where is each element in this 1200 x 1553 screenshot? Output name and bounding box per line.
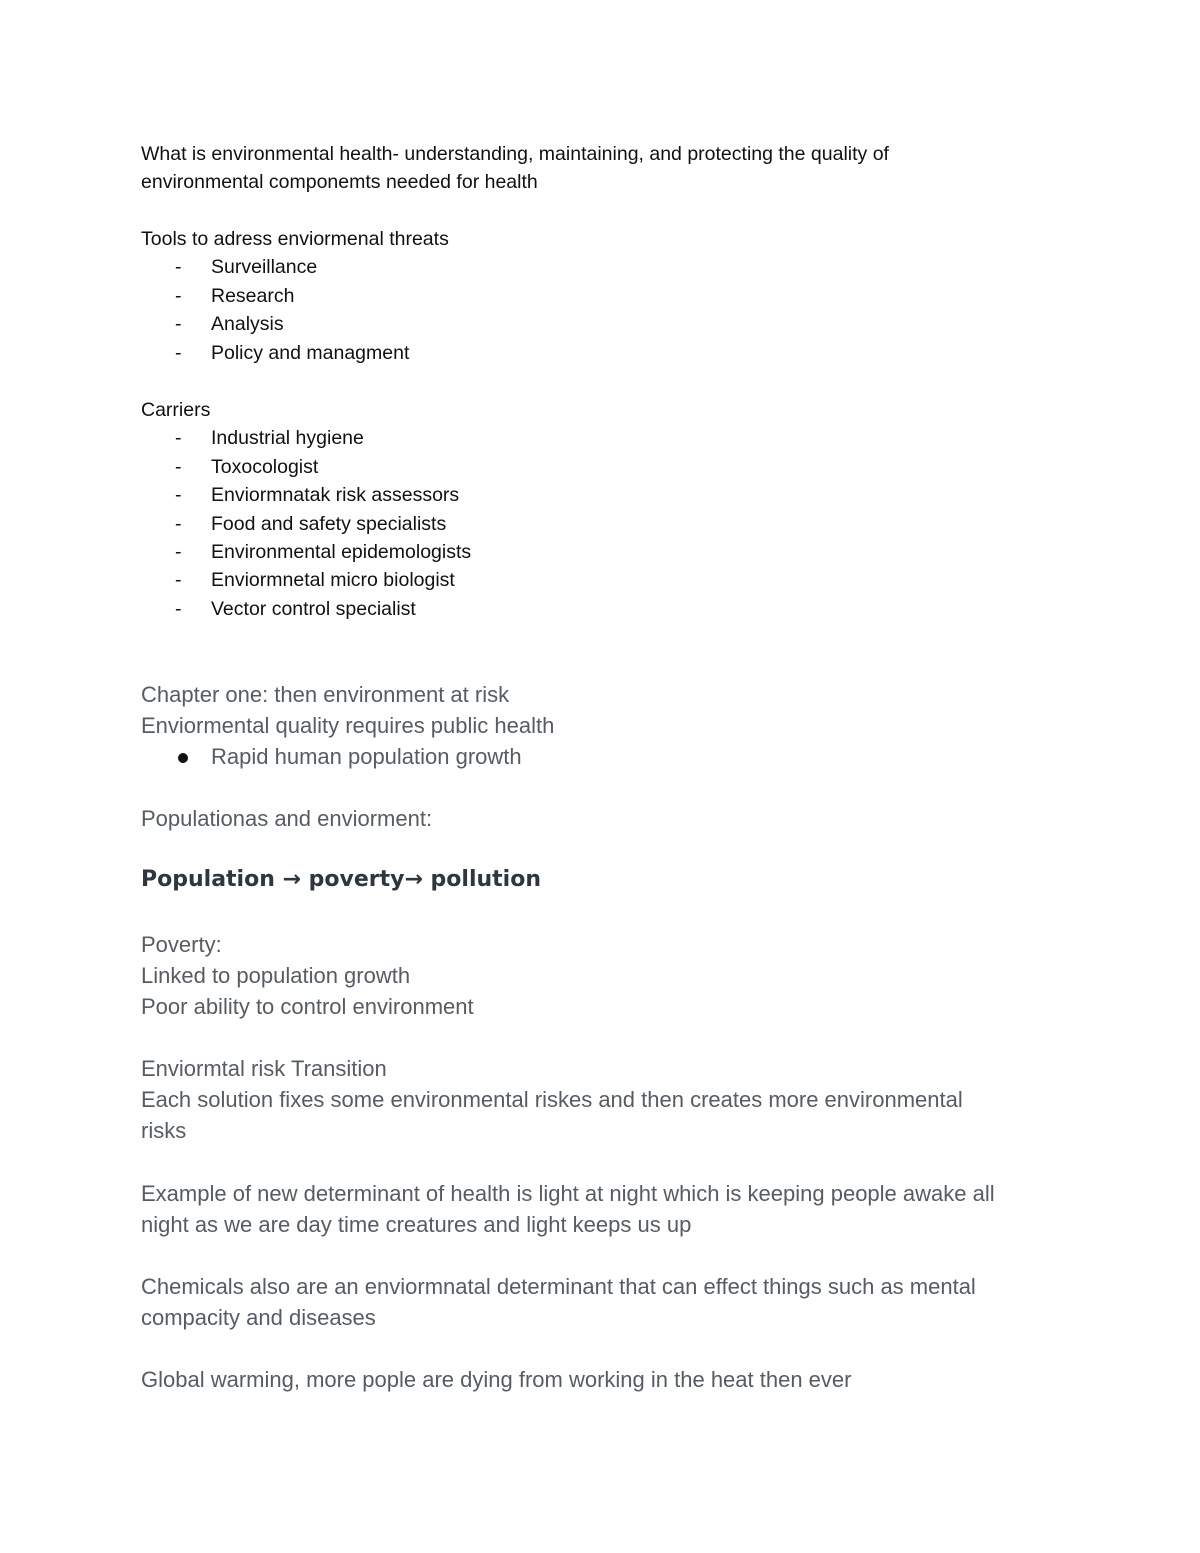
list-item (141, 566, 471, 594)
chapter-section (141, 679, 554, 772)
dash-marker: - (175, 427, 182, 450)
carriers-title: Carriers (141, 399, 211, 421)
tools-list (141, 253, 449, 367)
list-item-text: Enviormnatak risk assessors (211, 484, 460, 507)
global-warming-paragraph: Global warming, more pople are dying from working in the heat then ever (141, 1367, 852, 1392)
risk-transition-title: Enviormtal risk Transition (141, 1056, 387, 1081)
list-item (141, 538, 471, 566)
poverty-line: Poor ability to control environment (141, 994, 474, 1019)
risk-transition-line: Each solution fixes some environmental riskes and then creates more environmental (141, 1087, 963, 1112)
list-item-text: Vector control specialist (211, 597, 416, 620)
populations-label: Populationas and enviorment: (141, 806, 433, 831)
bullet-item (141, 741, 554, 772)
list-item (141, 453, 471, 481)
list-item-text: Environmental epidemologists (211, 541, 472, 564)
list-item-text: Analysis (211, 313, 284, 336)
dash-marker: - (175, 597, 182, 620)
list-item-text: Industrial hygiene (211, 427, 364, 450)
list-item (141, 339, 449, 367)
dash-marker: - (175, 541, 182, 564)
list-item-text: Research (211, 284, 295, 307)
poverty-line: Linked to population growth (141, 963, 411, 988)
chemicals-paragraph (141, 1271, 976, 1333)
dash-marker: - (175, 484, 182, 507)
dash-marker: - (175, 256, 182, 279)
dash-marker: - (175, 569, 182, 592)
intro-paragraph (141, 140, 889, 197)
paragraph-line: Chemicals also are an enviormnatal determinant that can effect things such as mental (141, 1274, 976, 1299)
bullet-dot-icon (178, 753, 188, 763)
bullet-text: Rapid human population growth (211, 744, 522, 769)
example-paragraph (141, 1178, 995, 1240)
dash-marker: - (175, 284, 182, 307)
list-item-text: Toxocologist (211, 455, 319, 478)
intro-line: What is environmental health- understanding, maintaining, and protecting the quality of (141, 143, 889, 165)
list-item (141, 481, 471, 509)
carriers-list (141, 424, 471, 623)
chapter-subtitle: Enviormental quality requires public health (141, 713, 555, 738)
list-item-text: Policy and managment (211, 341, 410, 364)
carriers-section (141, 396, 471, 623)
tools-title: Tools to adress enviormenal threats (141, 228, 449, 250)
chapter-title: Chapter one: then environment at risk (141, 682, 510, 707)
poverty-title: Poverty: (141, 932, 222, 957)
list-item (141, 595, 471, 623)
list-item (141, 510, 471, 538)
paragraph-line: compacity and diseases (141, 1305, 376, 1330)
paragraph-line: night as we are day time creatures and light keeps us up (141, 1212, 692, 1237)
list-item-text: Food and safety specialists (211, 512, 447, 535)
list-item (141, 253, 449, 281)
dash-marker: - (175, 512, 182, 535)
list-item-text: Surveillance (211, 256, 318, 279)
list-item (141, 310, 449, 338)
dash-marker: - (175, 313, 182, 336)
intro-line: environmental componemts needed for health (141, 171, 538, 194)
list-item (141, 424, 471, 452)
poverty-section (141, 929, 474, 1022)
list-item-text: Enviormnetal micro biologist (211, 569, 455, 592)
section-heading: Population → poverty→ pollution (141, 867, 541, 892)
dash-marker: - (175, 341, 182, 364)
paragraph-line: Example of new determinant of health is light at night which is keeping people awake all (141, 1181, 995, 1206)
risk-transition-line: risks (141, 1118, 187, 1143)
tools-section (141, 225, 449, 367)
list-item (141, 282, 449, 310)
risk-transition-section (141, 1053, 963, 1146)
dash-marker: - (175, 455, 182, 478)
